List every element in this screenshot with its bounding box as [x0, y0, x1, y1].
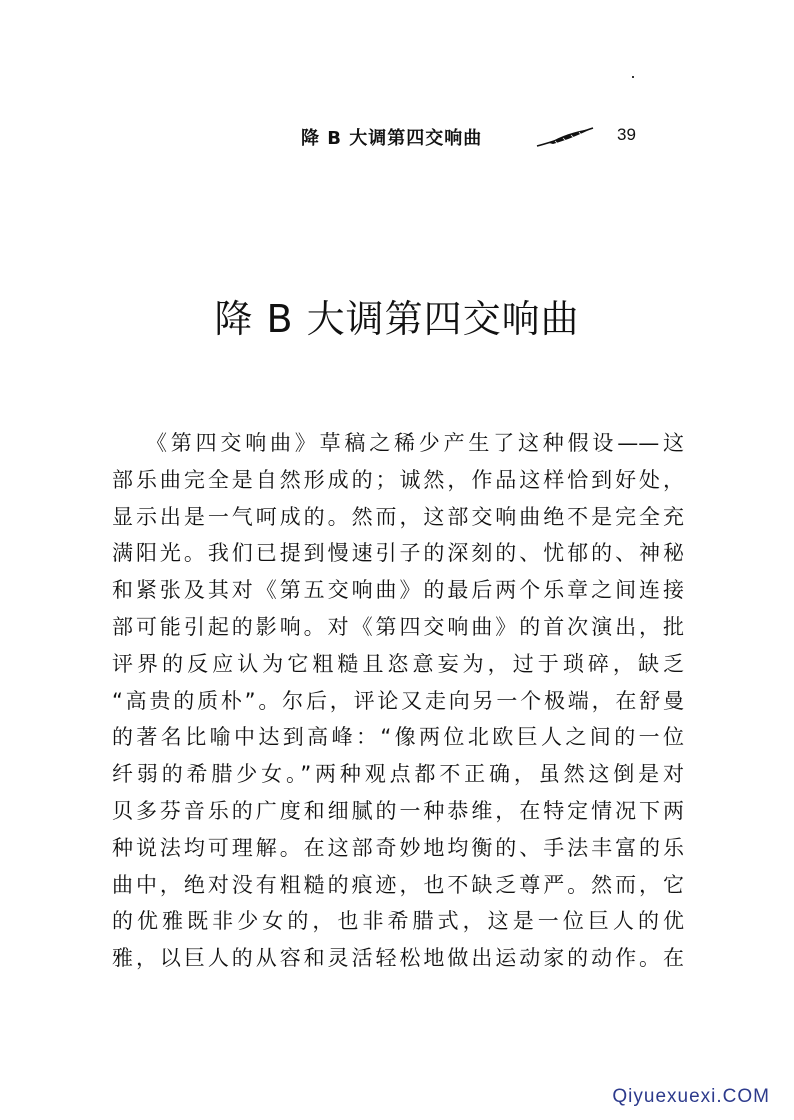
body-paragraph: [112, 425, 684, 977]
text-line: 的著名比喻中达到高峰：“像两位北欧巨人之间的一位: [112, 725, 684, 750]
text-line: 的优雅既非少女的，也非希腊式，这是一位巨人的优: [112, 909, 684, 934]
stray-mark: [632, 76, 634, 78]
text-line: 纤弱的希腊少女。”两种观点都不正确，虽然这倒是对: [112, 762, 684, 787]
running-title: 降 B 大调第四交响曲: [301, 128, 483, 149]
chapter-title: 降 B 大调第四交响曲: [214, 297, 580, 341]
text-line: 和紧张及其对《第五交响曲》的最后两个乐章之间连接: [112, 578, 684, 603]
feather-ornament-icon: [535, 126, 597, 148]
text-line: 评界的反应认为它粗糙且恣意妄为，过于琐碎，缺乏: [112, 651, 684, 676]
text-line: 贝多芬音乐的广度和细腻的一种恭维，在特定情况下两: [112, 798, 684, 823]
text-line: 部可能引起的影响。对《第四交响曲》的首次演出，批: [112, 614, 684, 639]
text-line: 曲中，绝对没有粗糙的痕迹，也不缺乏尊严。然而，它: [112, 872, 684, 897]
text-line: 部乐曲完全是自然形成的；诚然，作品这样恰到好处，: [112, 467, 684, 492]
text-line: 雅，以巨人的从容和灵活轻松地做出运动家的动作。在: [112, 946, 684, 971]
text-line: 《第四交响曲》草稿之稀少产生了这种假设——这: [146, 431, 684, 455]
running-header: [295, 124, 645, 154]
page-number: 39: [617, 125, 636, 144]
site-watermark: Qiyuexuexi.COM: [612, 1086, 770, 1107]
text-line: 显示出是一气呵成的。然而，这部交响曲绝不是完全充: [112, 504, 684, 529]
text-line: “高贵的质朴”。尔后，评论又走向另一个极端，在舒曼: [112, 688, 684, 713]
text-line: 满阳光。我们已提到慢速引子的深刻的、忧郁的、神秘: [112, 541, 684, 566]
text-line: 种说法均可理解。在这部奇妙地均衡的、手法丰富的乐: [112, 835, 684, 860]
